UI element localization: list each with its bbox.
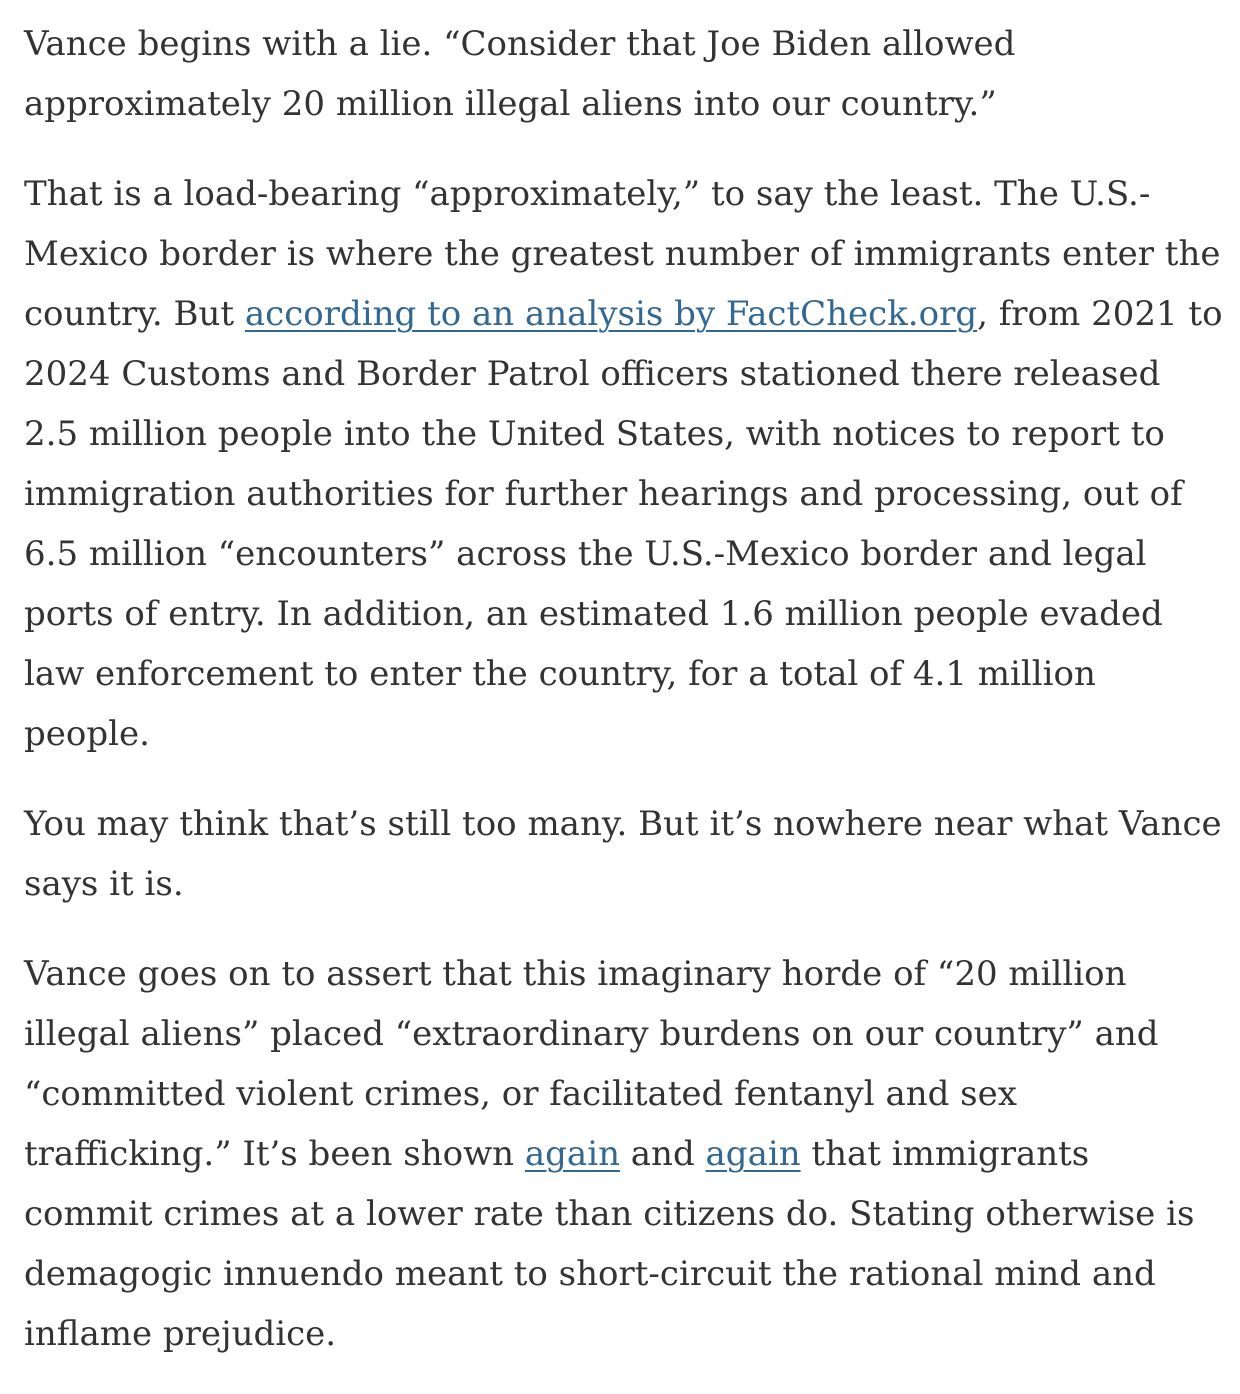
paragraph-2-text-start: That is a load-bearing “approximately,” to say the least. The U.S.-Mexico border is where the greatest number of immigrants enter the country. But: [24, 174, 1221, 334]
paragraph-2: [24, 164, 1224, 764]
paragraph-4-text-end: that immigrants commit crimes at a lower rate than citizens do. Stating otherwise is demagogic innuendo meant to short-circuit the rational mind and inflame prejudice.: [24, 1134, 1195, 1354]
paragraph-4-text-start: Vance goes on to assert that this imaginary horde of “20 million illegal aliens” placed “extraordinary burdens on our country” and “committed violent crimes, or facilitated fentanyl and sex trafficking.” It’s been shown: [24, 954, 1159, 1174]
factcheck-analysis-link[interactable]: according to an analysis by FactCheck.org: [244, 294, 978, 334]
paragraph-4: [24, 944, 1224, 1364]
paragraph-1: [24, 14, 1224, 134]
again-link-1[interactable]: again: [524, 1134, 620, 1174]
paragraph-3: [24, 794, 1224, 914]
again-link-2[interactable]: again: [705, 1134, 801, 1174]
paragraph-4-text-and: and: [619, 1134, 706, 1174]
paragraph-1-text: Vance begins with a lie. “Consider that Joe Biden allowed approximately 20 million illegal aliens into our country.”: [24, 24, 1016, 124]
article-body: [24, 14, 1224, 1394]
paragraph-3-text: You may think that’s still too many. But it’s nowhere near what Vance says it is.: [24, 804, 1222, 904]
paragraph-2-text-end: , from 2021 to 2024 Customs and Border Patrol officers stationed there released 2.5 million people into the United States, with notices to report to immigration authorities for further hearings and processing, out of 6.5 million “encounters” across the U.S.-Mexico border and legal ports of entry. In addition, an estimated 1.6 million people evaded law enforcement to enter the country, for a total of 4.1 million people.: [24, 294, 1223, 754]
